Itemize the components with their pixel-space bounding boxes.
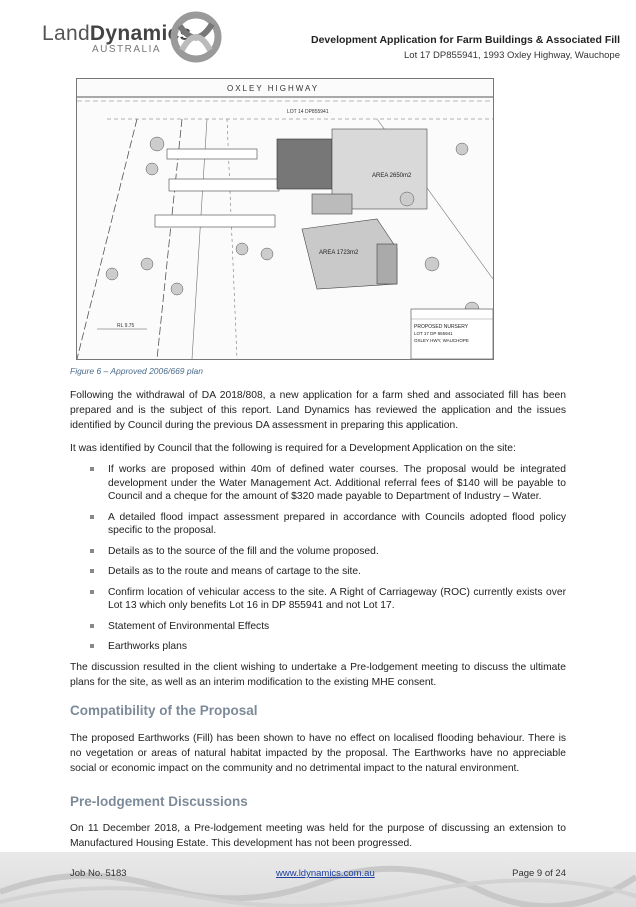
bullet-icon [90,644,94,648]
list-item: Confirm location of vehicular access to the site. A Right of Carriageway (ROC) currently exists over Lot 13 which only benefits Lot 16 in DP 855941 and not Lot 17. [70,586,566,613]
list-item: A detailed flood impact assessment prepared in accordance with Councils adopted flood policy specific to the proposal. [70,511,566,538]
document-subtitle: Lot 17 DP855941, 1993 Oxley Highway, Wauchope [404,50,620,61]
footer-pattern [0,852,636,907]
document-title: Development Application for Farm Buildings & Associated Fill [310,34,620,46]
section-heading-compatibility: Compatibility of the Proposal [70,703,258,718]
page-footer [0,852,636,907]
lot-label: LOT 14 DP855941 [287,109,329,115]
page-header [0,0,636,80]
company-logo-text: LandDynamics [42,22,192,45]
list-item: If works are proposed within 40m of defined water courses. The proposal would be integrated development under the Water Management Act. Additional referral fees of $140 will be payable to Council and a cheque for the amount of $320 made payable to Department of Industry – Water. [70,463,566,504]
paragraph-discussion-result: The discussion resulted in the client wishing to undertake a Pre-lodgement meeting to discuss the ultimate plans for the site, as well as an interim modification to the existing MHE consent. [70,662,566,688]
bullet-icon [90,624,94,628]
list-item: Earthworks plans [70,640,566,654]
area-2-label: AREA 1723m2 [319,250,359,256]
bullet-icon [90,515,94,519]
company-logo-icon [170,10,222,64]
requirements-list [70,463,566,661]
title-block-address: OXLEY HWY, WAUCHOPE [414,338,469,343]
figure-caption: Figure 6 – Approved 2006/669 plan [70,366,203,376]
road-label: OXLEY HIGHWAY [227,84,320,93]
paragraph-prelodgement: On 11 December 2018, a Pre-lodgement meeting was held for the purpose of discussing an extension to Manufactured Housing Estate. This development has not been progressed. [70,823,566,849]
website-link[interactable]: www.ldynamics.com.au [276,868,375,879]
list-item: Statement of Environmental Effects [70,620,566,634]
section-heading-prelodgement: Pre-lodgement Discussions [70,794,248,809]
site-plan-figure [76,78,494,360]
bullet-icon [90,590,94,594]
title-block-lot: LOT 17 DP 855941 [414,331,453,336]
title-block-name: PROPOSED NURSERY [414,324,469,330]
bullet-icon [90,569,94,573]
company-logo-subtitle: AUSTRALIA [92,44,162,55]
list-item: Details as to the route and means of cartage to the site. [70,565,566,579]
page-number: Page 9 of 24 [512,868,566,879]
level-label: RL 9.75 [117,323,135,329]
bullet-icon [90,467,94,471]
area-1-label: AREA 2650m2 [372,173,412,179]
paragraph-compatibility: The proposed Earthworks (Fill) has been shown to have no effect on localised flooding behaviour. There is no vegetation or areas of natural habitat impacted by the proposal. The Earthworks have no appreciable social or economic impact on the community and no detrimental impact to the natural environment. [70,733,566,774]
list-item: Details as to the source of the fill and the volume proposed. [70,545,566,559]
site-plan-drawing [77,79,493,359]
job-number: Job No. 5183 [70,868,127,879]
bullet-icon [90,549,94,553]
paragraph-council-requirements: It was identified by Council that the following is required for a Development Application on the site: [70,443,516,454]
paragraph-withdrawal: Following the withdrawal of DA 2018/808, a new application for a farm shed and associated fill has been prepared and is the subject of this report. Land Dynamics has reviewed the application and the issues identified by Council during the previous DA assessment in preparing this application. [70,390,566,431]
